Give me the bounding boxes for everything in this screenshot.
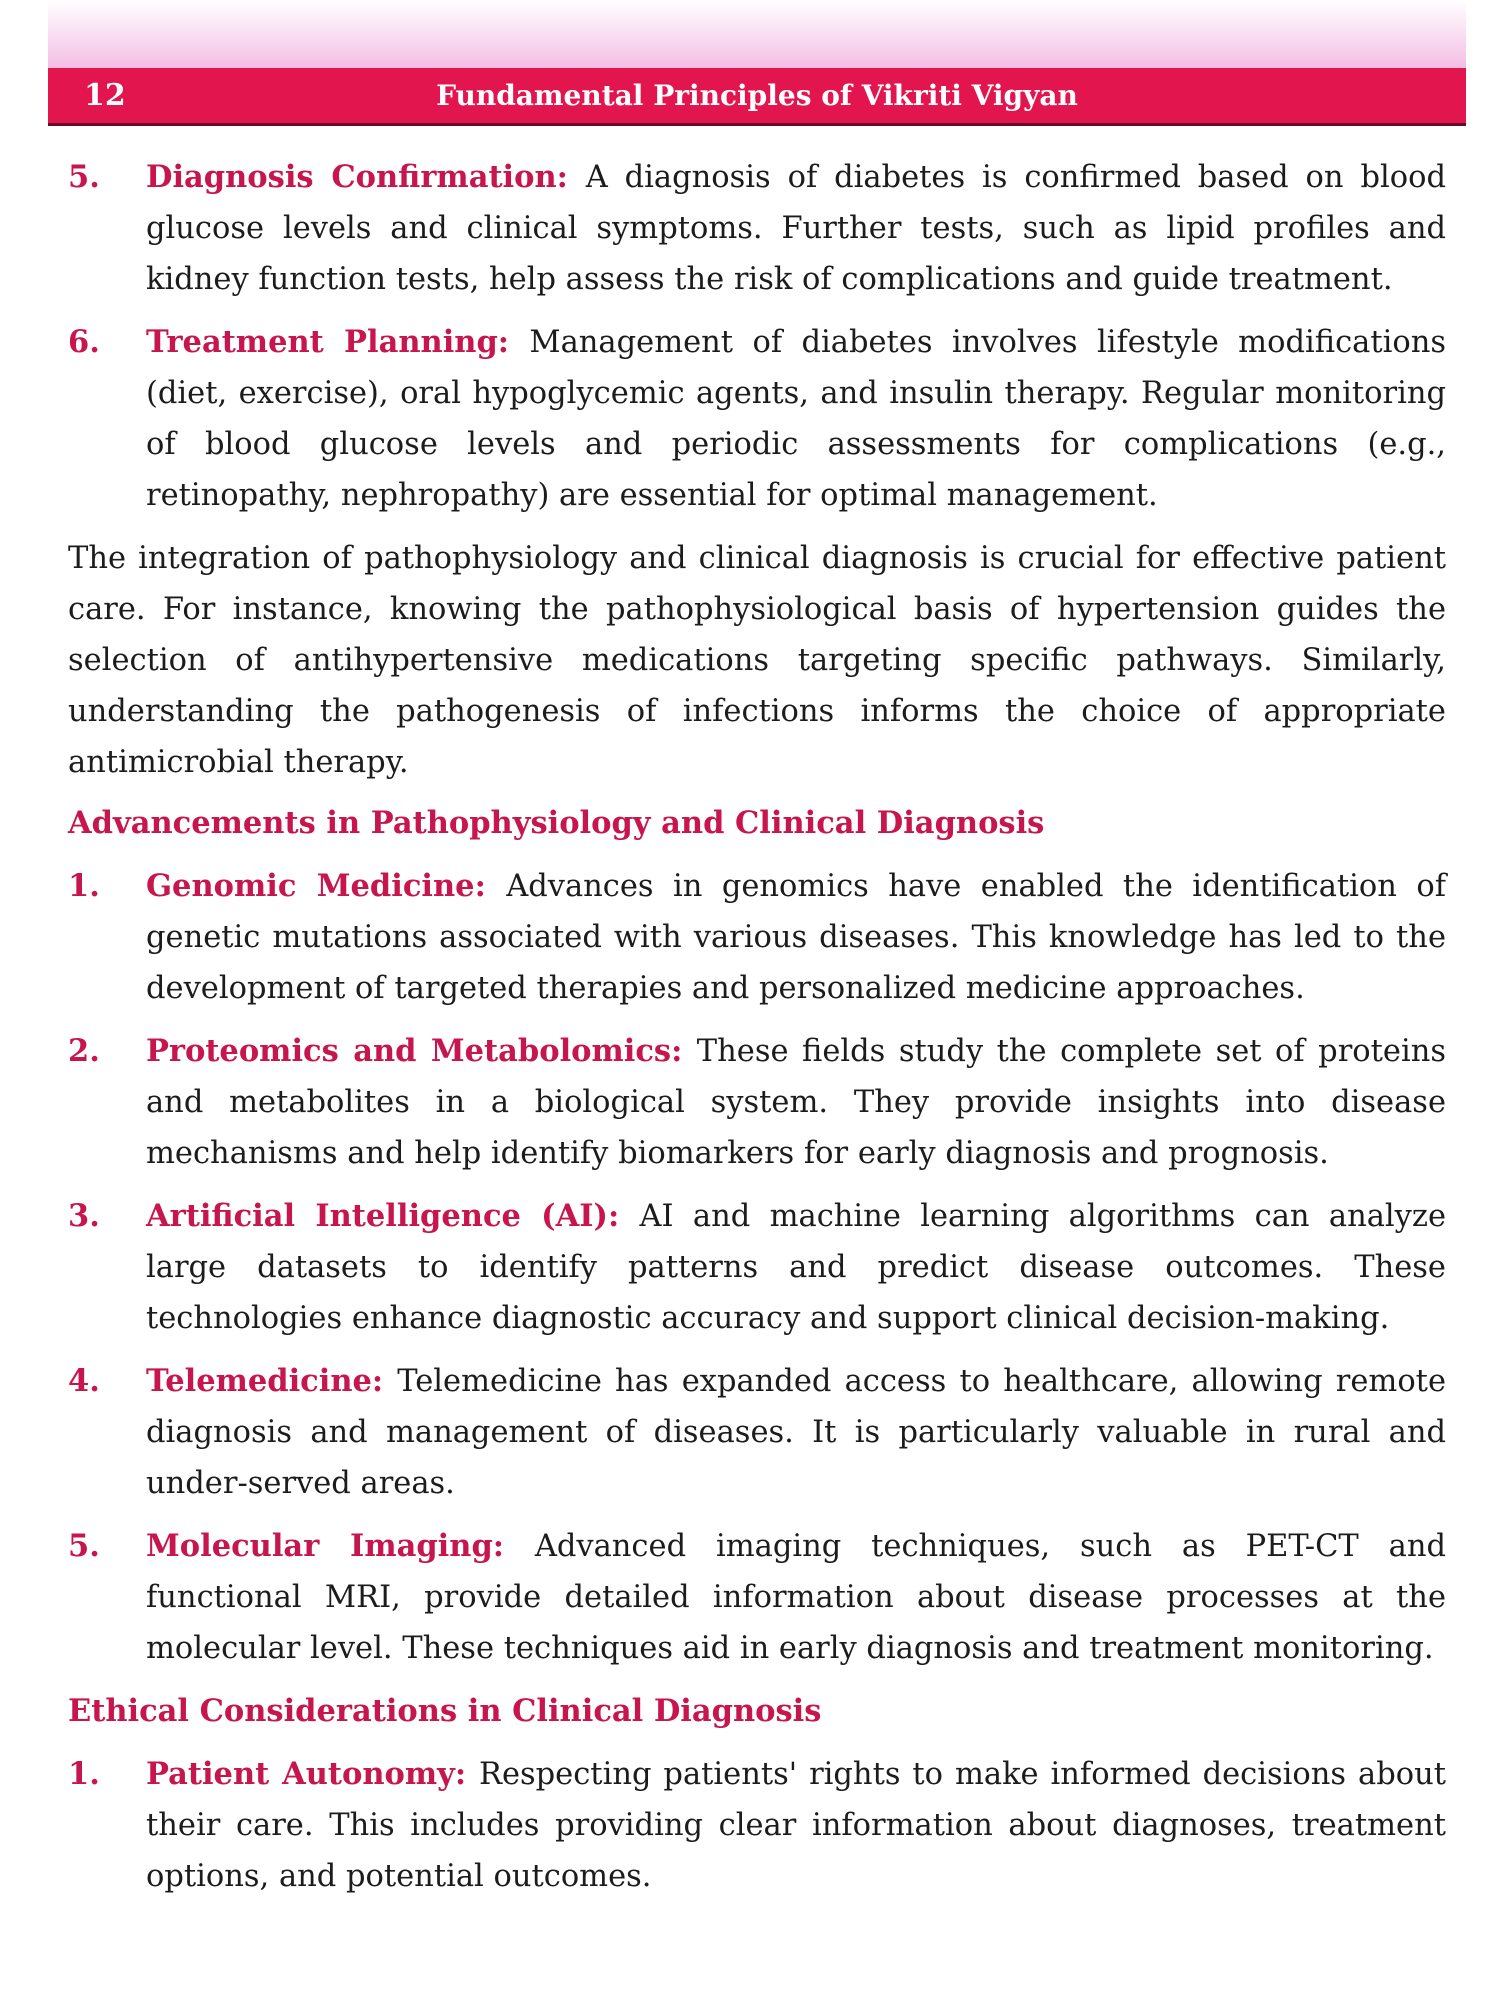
page-top-shading: [48, 0, 1466, 78]
list-text: AI and machine learning algorithms can analyze large datasets to identify patterns and predict disease outcomes. These technologies enhance diagnostic accuracy and support clinical decision-making.: [146, 1199, 1446, 1336]
list-item-molecular-imaging: [68, 1521, 1446, 1674]
list-number: 2.: [68, 1033, 100, 1069]
list-number: 1.: [68, 1756, 100, 1792]
page-body: [68, 152, 1446, 1914]
list-term: Diagnosis Confirmation:: [146, 159, 586, 195]
list-item-treatment-planning: [68, 317, 1446, 521]
list-number: 6.: [68, 324, 100, 360]
list-number: 5.: [68, 1528, 100, 1564]
list-text: Management of diabetes involves lifestyle modifications (diet, exercise), oral hypoglycemic agents, and insulin therapy. Regular monitoring of blood glucose levels and periodic assessments for complications (e.g., retinopathy, nephropathy) are essential for optimal management.: [146, 325, 1446, 513]
list-term: Proteomics and Metabolomics:: [146, 1033, 697, 1069]
list-number: 3.: [68, 1198, 100, 1234]
list-number: 5.: [68, 159, 100, 195]
list-item-genomic-medicine: [68, 861, 1446, 1014]
page-number: 12: [84, 78, 126, 113]
list-item-artificial-intelligence: [68, 1191, 1446, 1344]
list-text: Advanced imaging techniques, such as PET-CT and functional MRI, provide detailed information about disease processes at the molecular level. These techniques aid in early diagnosis and treatment monitoring.: [146, 1529, 1446, 1666]
list-item-telemedicine: [68, 1356, 1446, 1509]
list-item-proteomics: [68, 1026, 1446, 1179]
section-heading-advancements: Advancements in Pathophysiology and Clinical Diagnosis: [68, 805, 1045, 841]
list-term: Molecular Imaging:: [146, 1528, 535, 1564]
list-text: These fields study the complete set of proteins and metabolites in a biological system. They provide insights into disease mechanisms and help identify biomarkers for early diagnosis and prognosis.: [146, 1034, 1446, 1171]
list-text: Respecting patients' rights to make informed decisions about their care. This includes providing clear information about diagnoses, treatment options, and potential outcomes.: [146, 1757, 1446, 1894]
list-text: Advances in genomics have enabled the identification of genetic mutations associated with various diseases. This knowledge has led to the development of targeted therapies and personalized medicine approaches.: [146, 869, 1446, 1006]
list-term: Artificial Intelligence (AI):: [146, 1198, 640, 1234]
list-term: Treatment Planning:: [146, 324, 530, 360]
list-term: Patient Autonomy:: [146, 1756, 479, 1792]
list-text: Telemedicine has expanded access to healthcare, allowing remote diagnosis and management of diseases. It is particularly valuable in rural and under-served areas.: [146, 1364, 1446, 1501]
list-text: A diagnosis of diabetes is confirmed based on blood glucose levels and clinical symptoms. Further tests, such as lipid profiles and kidney function tests, help assess the risk of complications and guide treatment.: [146, 160, 1446, 297]
list-term: Genomic Medicine:: [146, 868, 507, 904]
section-heading-ethics: Ethical Considerations in Clinical Diagnosis: [68, 1693, 822, 1729]
list-number: 4.: [68, 1363, 100, 1399]
running-header: [48, 68, 1466, 126]
running-header-title: Fundamental Principles of Vikriti Vigyan: [436, 79, 1078, 112]
body-paragraph: The integration of pathophysiology and clinical diagnosis is crucial for effective patient care. For instance, knowing the pathophysiological basis of hypertension guides the selection of antihypertensive medications targeting specific pathways. Similarly, understanding the pathogenesis of infections informs the choice of appropriate antimicrobial therapy.: [68, 541, 1446, 780]
list-number: 1.: [68, 868, 100, 904]
list-item-patient-autonomy: [68, 1749, 1446, 1902]
list-item-diagnosis-confirmation: [68, 152, 1446, 305]
list-term: Telemedicine:: [146, 1363, 398, 1399]
